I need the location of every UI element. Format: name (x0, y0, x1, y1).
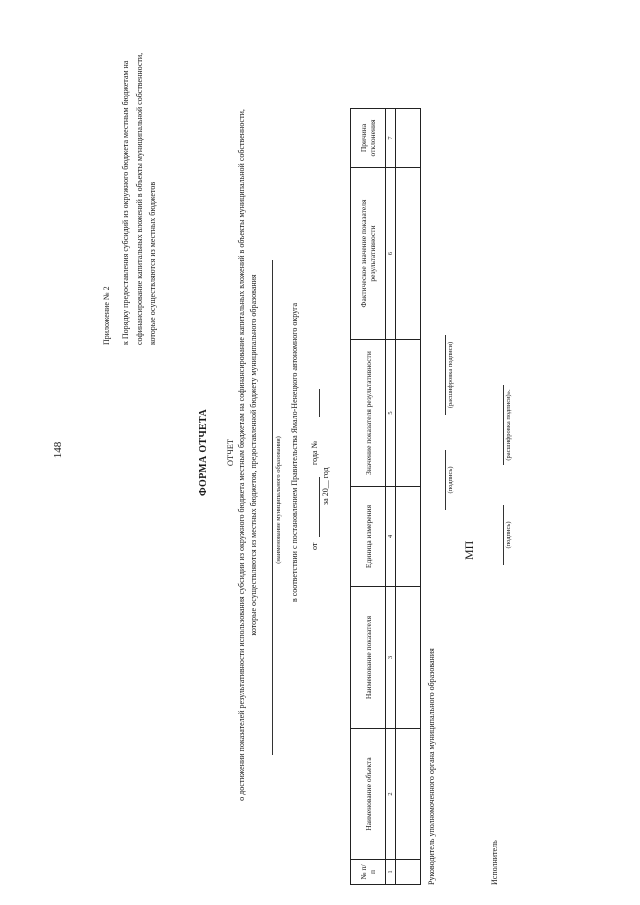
header-cell-actual: Фактическое значение показателя результативности (351, 168, 386, 340)
table-number-row (386, 109, 396, 885)
municipality-fill-line (272, 260, 273, 755)
column-number-cell: 6 (386, 168, 396, 340)
head-signatory-label: Руководитель уполномоченного органа муниципального образования (427, 648, 436, 885)
column-number-cell: 4 (386, 487, 396, 587)
decryption-line (445, 335, 446, 415)
period-label: за 20__ год (321, 467, 330, 505)
table-cell (396, 729, 421, 860)
municipality-caption: (наименование муниципального образования) (275, 436, 282, 564)
header-cell-value: Значение показателя результативности (351, 340, 386, 487)
header-cell-reason: Причина отклонения (351, 109, 386, 168)
appendix-text: к Порядку предоставления субсидий из окружного бюджета местным бюджетам на софинансирование капитальных вложений в объекты муниципальной собственности, которые осуществляются из местных бюджетов (121, 52, 158, 345)
column-number-cell: 7 (386, 109, 396, 168)
date-fill-line (319, 477, 320, 537)
column-number-cell: 1 (386, 860, 396, 885)
decryption-caption: (расшифровка подписи)». (505, 389, 512, 461)
report-heading: ОТЧЕТ (225, 438, 235, 467)
header-cell-object: Наименование объекта (351, 729, 386, 860)
from-label: от (310, 542, 319, 550)
year-number-label: года № (310, 440, 319, 465)
signature-line (503, 505, 504, 565)
signature-caption: (подпись) (505, 521, 512, 549)
form-title: ФОРМА ОТЧЕТА (198, 408, 209, 497)
appendix-block (100, 45, 160, 345)
column-number-cell: 5 (386, 340, 396, 487)
table-cell (396, 109, 421, 168)
table-header-row (351, 109, 386, 885)
column-number-cell: 2 (386, 729, 396, 860)
page-number: 148 (52, 441, 64, 459)
report-table (350, 108, 421, 885)
appendix-title: Приложение № 2 (102, 286, 111, 345)
table-cell (396, 587, 421, 729)
table-cell (396, 860, 421, 885)
header-cell-indicator: Наименование показателя (351, 587, 386, 729)
decryption-caption: (расшифровка подписи) (447, 341, 454, 409)
executor-label: Исполнитель (490, 840, 499, 885)
table-cell (396, 340, 421, 487)
signature-caption: (подпись) (447, 466, 454, 494)
header-cell-number: № п/п (351, 860, 386, 885)
report-description: о достижении показателей результативности использования субсидии из окружного бюджета местным бюджетам на софинансирование капитальных вложений в объекты муниципальной собственности, которые осуществляются из местных бюджетов, предоставленной бюджету муниципального образования (237, 109, 258, 801)
header-cell-unit: Единица измерения (351, 487, 386, 587)
signature-line (445, 450, 446, 510)
table-row (396, 109, 421, 885)
column-number-cell: 3 (386, 587, 396, 729)
according-text: в соответствии с постановлением Правительства Ямало-Ненецкого автономного округа (290, 302, 299, 603)
table-cell (396, 168, 421, 340)
decryption-line (503, 385, 504, 465)
table-cell (396, 487, 421, 587)
number-fill-line (319, 389, 320, 417)
stamp-place: МП (462, 540, 476, 560)
